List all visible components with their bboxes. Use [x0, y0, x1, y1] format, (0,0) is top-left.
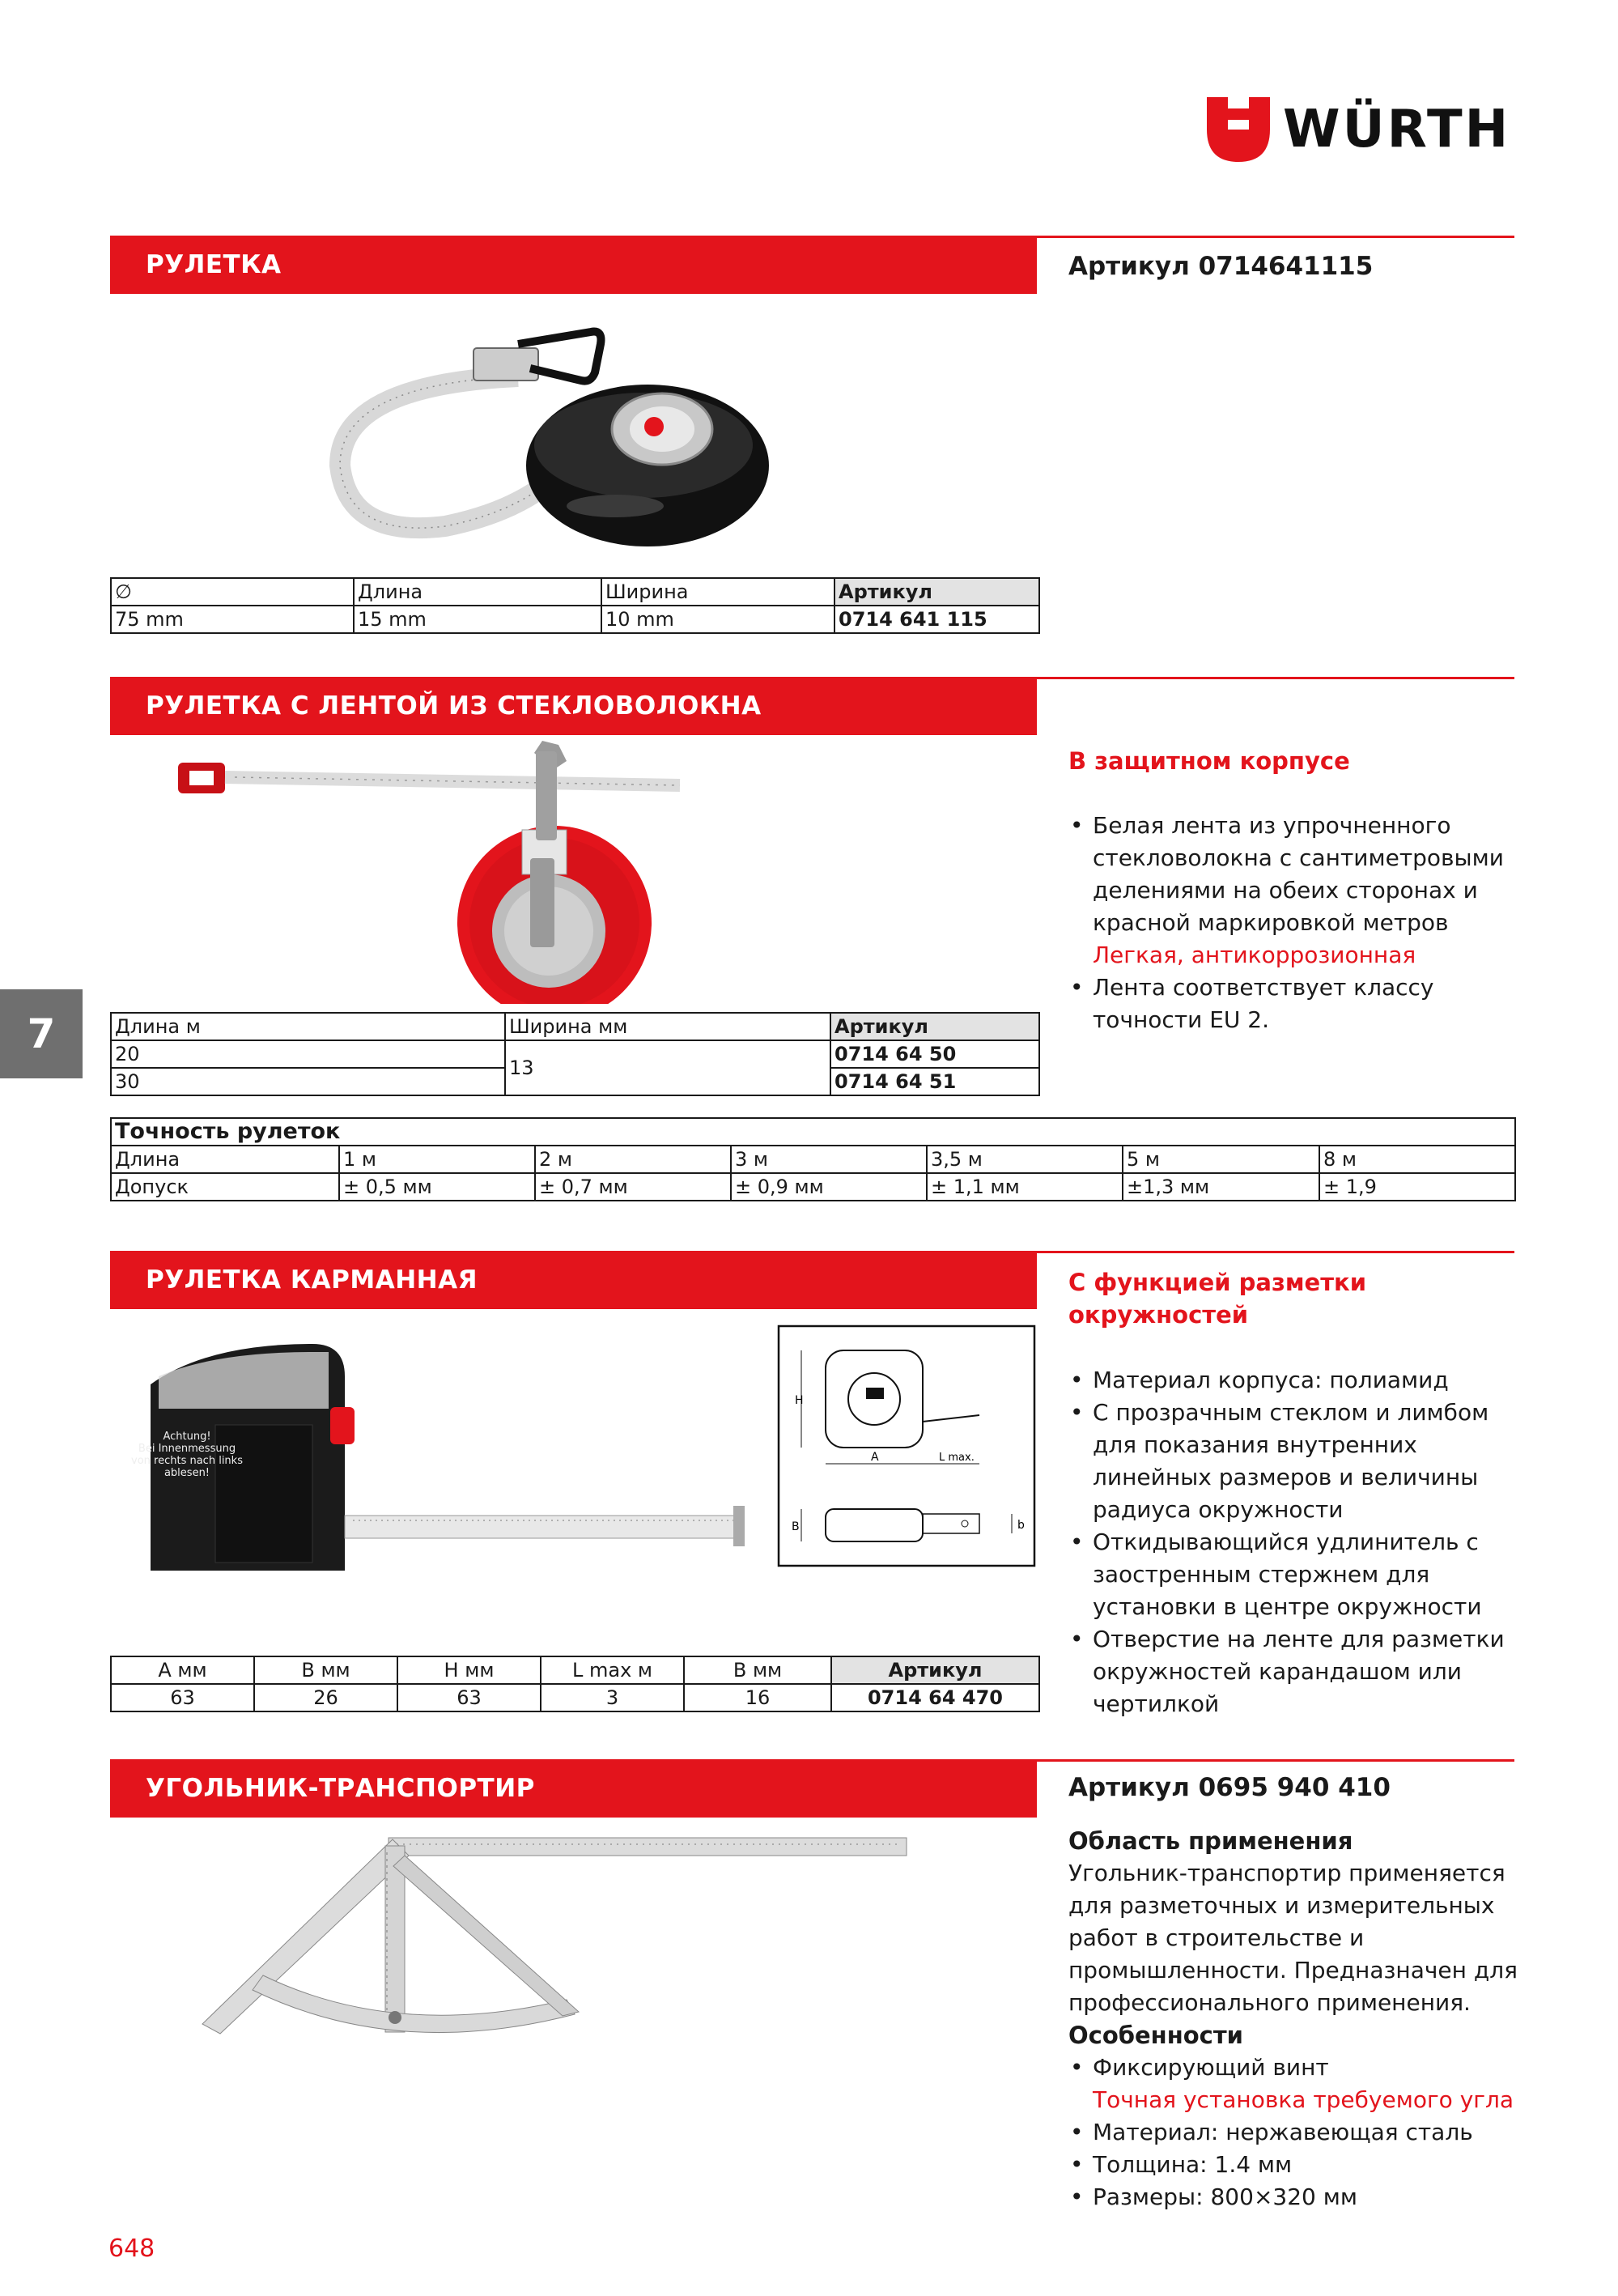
table-header-cell: Ширина мм [505, 1013, 830, 1040]
article-cell: 0714 64 51 [830, 1068, 1039, 1095]
table-cell: 5 м [1123, 1146, 1319, 1173]
table-cell: 1 м [339, 1146, 535, 1173]
product-image-fiberglass-tape [162, 737, 777, 1004]
logo-text: WÜRTH [1283, 100, 1511, 159]
warning-line-2: Bei Innenmessung [138, 1443, 236, 1455]
table-header-cell: B мм [684, 1656, 831, 1684]
table-cell: ± 1,9 [1319, 1173, 1515, 1201]
article-number: Артикул 0714641115 [1068, 252, 1374, 281]
table-cell: 15 mm [354, 606, 601, 633]
bullet-text: Материал: нержавеющая сталь [1093, 2119, 1473, 2145]
list-item [1068, 1526, 1522, 1623]
list-item [1068, 810, 1522, 972]
table-row [111, 1040, 1039, 1068]
bullet-text: Толщина: 1.4 мм [1093, 2151, 1293, 2178]
table-cell: 26 [254, 1684, 397, 1711]
list-item [1068, 1397, 1522, 1526]
table-cell: 3 м [731, 1146, 927, 1173]
table-cell: 2 м [535, 1146, 731, 1173]
table-cell: 10 mm [601, 606, 834, 633]
scope-text: Угольник-транспортир применяется для разметочных и измерительных работ в строительстве и промышленности. Предназначен для профессионального применения. [1068, 1860, 1518, 2016]
table-cell: 3 [541, 1684, 684, 1711]
feature-subheading: С функцией разметки окружностей [1068, 1269, 1367, 1329]
table-header-cell: Ширина [601, 578, 834, 606]
list-item [1068, 2181, 1522, 2213]
protractor-description [1068, 1771, 1522, 2213]
table-header-cell: L max м [541, 1656, 684, 1684]
table-header-cell: Длина [354, 578, 601, 606]
list-item [1068, 2149, 1522, 2181]
article-cell: 0714 64 470 [831, 1684, 1039, 1711]
label-h: H [795, 1394, 804, 1407]
label-lmax: L max. [939, 1452, 975, 1464]
product-image-protractor-square [194, 1830, 915, 2040]
table-header-cell: A мм [111, 1656, 254, 1684]
table-row [111, 606, 1039, 633]
bullet-note: Точная установка требуемого угла [1093, 2086, 1514, 2113]
bullet-text: С прозрачным стеклом и лимбом для показания внутренних линейных размеров и величины радиуса окружности [1093, 1399, 1489, 1523]
table-cell: 75 mm [111, 606, 354, 633]
section-title: РУЛЕТКА [146, 250, 282, 279]
list-item [1068, 1623, 1522, 1720]
article-cell: 0714 641 115 [834, 606, 1039, 633]
chapter-tab[interactable] [0, 989, 83, 1078]
table-header-cell: Артикул [830, 1013, 1039, 1040]
spec-table-pocket-tape [110, 1656, 1040, 1712]
warning-line-4: ablesen! [163, 1467, 210, 1479]
table-cell: 63 [111, 1684, 254, 1711]
section-title: РУЛЕТКА КАРМАННАЯ [146, 1265, 478, 1295]
section-title: УГОЛЬНИК-ТРАНСПОРТИР [146, 1774, 535, 1803]
list-item [1068, 972, 1522, 1036]
table-cell: ± 0,7 мм [535, 1173, 731, 1201]
warning-line-3: von rechts nach links [131, 1455, 243, 1467]
wurth-logo-icon [1207, 97, 1270, 162]
section-header-pocket-tape [110, 1251, 1037, 1309]
table-cell: ± 0,9 мм [731, 1173, 927, 1201]
table-header-cell: B мм [254, 1656, 397, 1684]
table-row [111, 1173, 1515, 1201]
bullet-text: Отверстие на ленте для разметки окружностей карандашом или чертилкой [1093, 1626, 1505, 1717]
bullet-text: Фиксирующий винт [1093, 2054, 1329, 2081]
table-header-cell: Длина м [111, 1013, 505, 1040]
spec-table-fiberglass-tape [110, 1012, 1040, 1096]
list-item [1068, 2116, 1522, 2149]
table-title-row [111, 1118, 1515, 1146]
table-cell: 63 [397, 1684, 541, 1711]
feature-list [1068, 810, 1522, 1036]
section-title: РУЛЕТКА С ЛЕНТОЙ ИЗ СТЕКЛОВОЛОКНА [146, 691, 762, 721]
bullet-text: Откидывающийся удлинитель с заостренным стержнем для установки в центре окружности [1093, 1529, 1482, 1620]
spec-table-tape [110, 577, 1040, 634]
table-cell: 30 [111, 1068, 505, 1095]
table-cell: 20 [111, 1040, 505, 1068]
bullet-text: Белая лента из упрочненного стекловолокна с сантиметровыми делениями на обеих сторонах и красной маркировкой метров [1093, 812, 1504, 936]
table-cell: 3,5 м [927, 1146, 1123, 1173]
section-divider [1037, 236, 1514, 238]
bullet-text: Размеры: 800×320 мм [1093, 2183, 1357, 2210]
label-b-upper: B [792, 1520, 800, 1533]
list-item [1068, 2052, 1522, 2116]
page-number: 648 [108, 2234, 155, 2263]
product-image-round-tape [324, 304, 817, 555]
features-title: Особенности [1068, 2022, 1243, 2049]
warning-line-1: Achtung! [163, 1431, 211, 1443]
section-header-protractor-square [110, 1759, 1037, 1818]
bullet-text: Материал корпуса: полиамид [1093, 1367, 1449, 1393]
label-b-lower: b [1017, 1519, 1025, 1532]
label-a: A [871, 1451, 879, 1464]
chapter-number: 7 [27, 1010, 56, 1057]
table-cell: ± 1,1 мм [927, 1173, 1123, 1201]
table-cell: ±1,3 мм [1123, 1173, 1319, 1201]
list-item [1068, 1364, 1522, 1397]
table-cell: 8 м [1319, 1146, 1515, 1173]
article-number: Артикул 0695 940 410 [1068, 1773, 1391, 1802]
bullet-text: Лента соответствует классу точности EU 2. [1093, 974, 1434, 1033]
section-divider [1037, 1251, 1514, 1253]
table-header-row [111, 1013, 1039, 1040]
wurth-logo [1207, 97, 1510, 162]
table-header-row [111, 1656, 1039, 1684]
table-cell: Допуск [111, 1173, 339, 1201]
bullet-note: Легкая, антикоррозионная [1093, 942, 1416, 968]
table-header-cell: ∅ [111, 578, 354, 606]
table-cell: 13 [505, 1040, 830, 1095]
table-cell: 16 [684, 1684, 831, 1711]
section-divider [1037, 677, 1514, 679]
table-cell: Длина [111, 1146, 339, 1173]
precision-table [110, 1117, 1516, 1201]
feature-subheading: В защитном корпусе [1068, 747, 1350, 775]
section-header-tape [110, 236, 1037, 294]
table-header-row [111, 578, 1039, 606]
table-header-cell: H мм [397, 1656, 541, 1684]
article-cell: 0714 64 50 [830, 1040, 1039, 1068]
dimension-diagram [777, 1324, 1036, 1567]
table-header-cell: Артикул [831, 1656, 1039, 1684]
table-header-cell: Артикул [834, 578, 1039, 606]
product-image-pocket-tape [110, 1328, 758, 1595]
table-row [111, 1146, 1515, 1173]
section-divider [1037, 1759, 1514, 1762]
section-header-fiberglass-tape [110, 677, 1037, 735]
table-row [111, 1684, 1039, 1711]
table-cell: ± 0,5 мм [339, 1173, 535, 1201]
precision-table-title: Точность рулеток [111, 1118, 1515, 1146]
feature-list [1068, 1364, 1522, 1720]
scope-title: Область применения [1068, 1827, 1353, 1855]
